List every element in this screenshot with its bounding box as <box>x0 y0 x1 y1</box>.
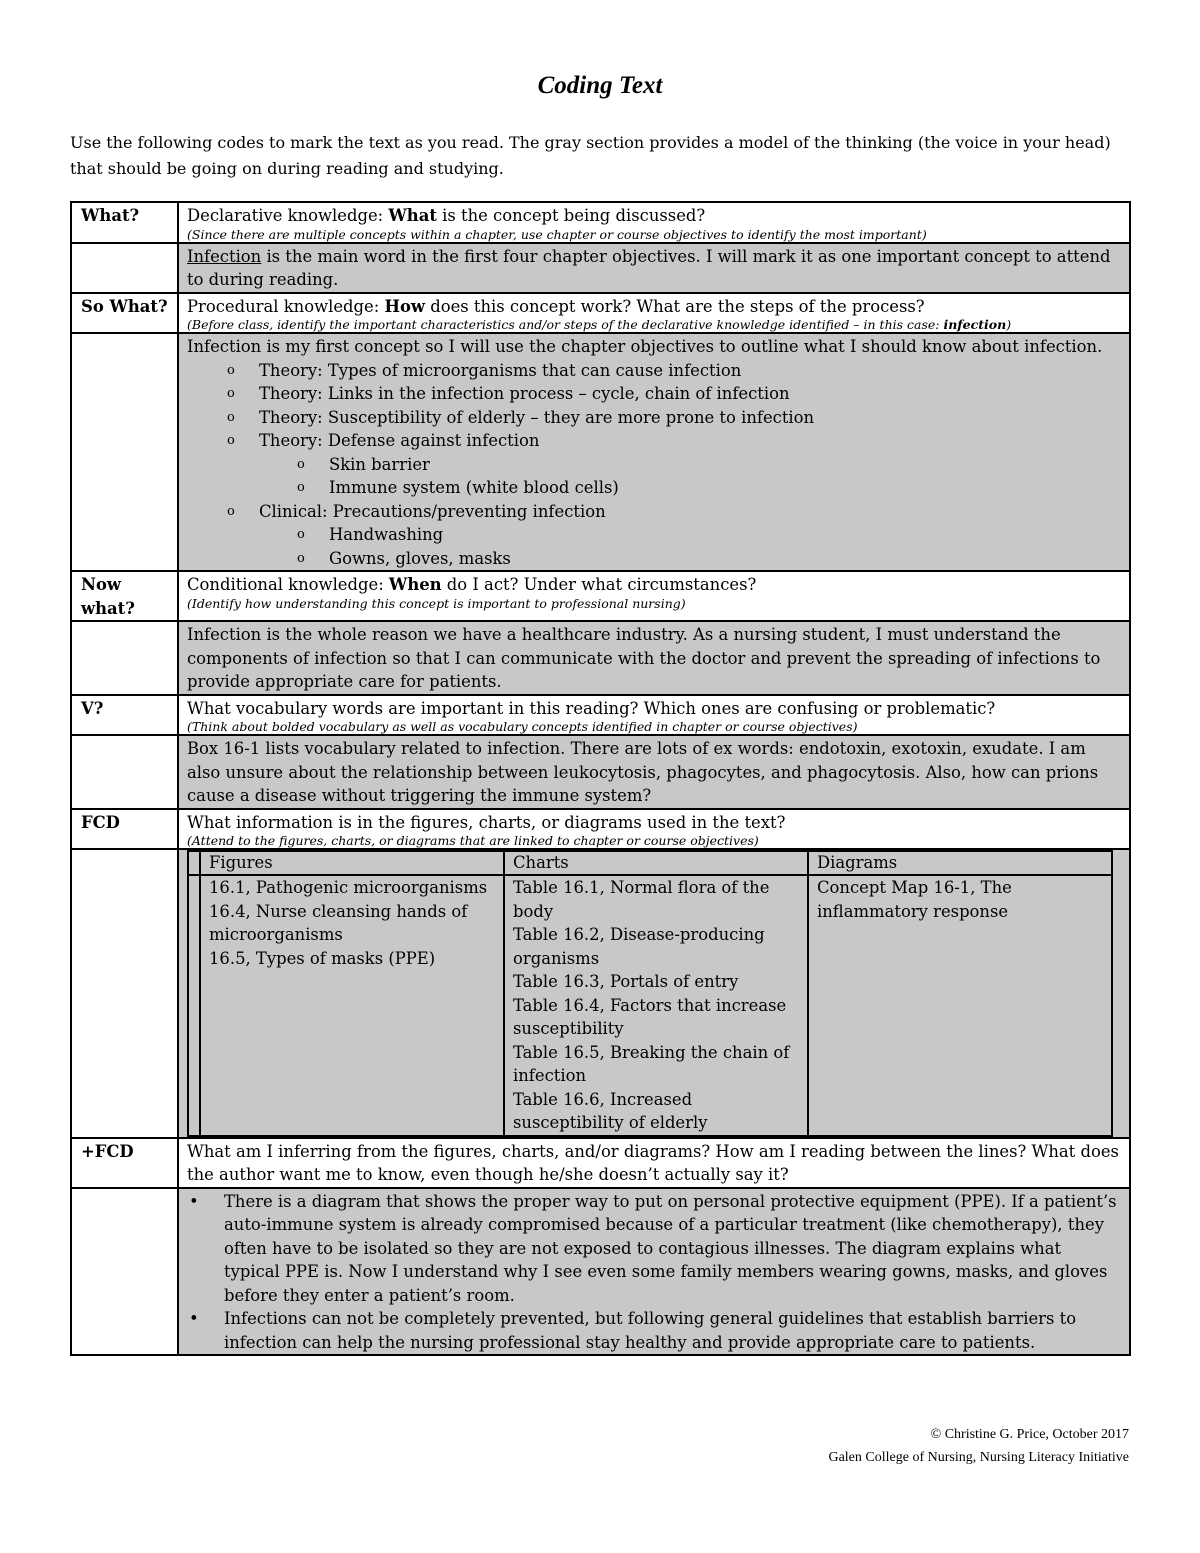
table-row <box>71 695 1130 736</box>
figure-item: 16.4, Nurse cleansing hands of microorganisms <box>209 901 468 944</box>
question-text: Conditional knowledge: <box>187 575 389 594</box>
code-cell: So What? <box>71 293 178 334</box>
list-item: o Clinical: Precautions/preventing infection <box>187 500 1121 524</box>
subtable-spacer <box>188 875 200 1136</box>
question-keyword: When <box>388 575 442 594</box>
table-row <box>71 849 1130 1138</box>
question-cell <box>178 809 1130 850</box>
subtable-body-row <box>188 875 1112 1136</box>
answer-cell: Infection is the whole reason we have a healthcare industry. As a nursing student, I must understand the components of infection so that I can communicate with the doctor and prevent the spreading of infections to provide appropriate care for patients. <box>178 621 1130 695</box>
question-text: Declarative knowledge: <box>187 206 389 225</box>
question-text: Procedural knowledge: <box>187 296 385 316</box>
question-keyword: How <box>384 296 425 316</box>
answer-cell <box>178 849 1130 1138</box>
chart-item: Table 16.6, Increased susceptibility of elderly <box>513 1089 708 1132</box>
figure-item: 16.1, Pathogenic microorganisms <box>209 878 488 897</box>
code-cell-empty <box>71 1188 178 1356</box>
diagram-item: Concept Map 16-1, The inflammatory response <box>817 878 1012 921</box>
question-keyword: What <box>388 206 437 225</box>
question-hint: (Identify how understanding this concept is important to professional nursing) <box>187 595 686 611</box>
page-title: Coding Text <box>537 72 663 99</box>
list-item: o Theory: Defense against infection <box>187 429 1121 453</box>
question-hint <box>187 318 1121 332</box>
outline-list <box>187 500 1121 524</box>
question-text: do I act? Under what circumstances? <box>441 575 757 594</box>
question-hint: (Since there are multiple concepts within a chapter, use chapter or course objectives to identify the most important) <box>187 226 927 242</box>
list-item: o Theory: Links in the infection process – cycle, chain of infection <box>187 382 1121 406</box>
intro-paragraph: Use the following codes to mark the text as you read. The gray section provides a model of the thinking (the voice in your head) that should be going on during reading and studying. <box>70 133 1111 178</box>
subtable-header-row <box>188 851 1112 875</box>
hint-text: ) <box>1006 317 1012 332</box>
answer-cell <box>178 243 1130 293</box>
institution-line: Galen College of Nursing, Nursing Literacy Initiative <box>828 1450 1129 1465</box>
table-row <box>71 243 1130 293</box>
answer-text: is the main word in the first four chapter objectives. I will mark it as one important concept to attend to during reading. <box>187 246 1111 289</box>
question-hint: (Think about bolded vocabulary as well as vocabulary concepts identified in chapter or course objectives) <box>187 719 858 734</box>
question-text: What vocabulary words are important in this reading? Which ones are confusing or problematic? <box>187 698 996 718</box>
code-cell-empty <box>71 735 178 809</box>
list-item: o Skin barrier <box>187 453 1121 477</box>
list-item: • Infections can not be completely prevented, but following general guidelines that establish barriers to infection can help the nursing professional stay healthy and provide appropriate care to patients. <box>187 1307 1121 1354</box>
code-cell: +FCD <box>71 1138 178 1188</box>
charts-cell <box>504 875 808 1136</box>
code-cell-empty <box>71 243 178 293</box>
chart-item: Table 16.2, Disease-producing organisms <box>513 925 765 968</box>
copyright-line: © Christine G. Price, October 2017 <box>930 1427 1129 1442</box>
answer-text: Infection is my first concept so I will use the chapter objectives to outline what I should know about infection. <box>187 337 1103 356</box>
question-cell <box>178 202 1130 243</box>
outline-sublist <box>187 523 1121 570</box>
question-text: What information is in the figures, charts, or diagrams used in the text? <box>187 812 786 832</box>
question-cell <box>178 571 1130 621</box>
question-text: is the concept being discussed? <box>436 206 706 225</box>
table-row <box>71 1188 1130 1356</box>
underlined-term: Infection <box>187 246 262 266</box>
column-header-diagrams: Diagrams <box>808 851 1112 875</box>
outline-sublist <box>187 453 1121 500</box>
table-row <box>71 571 1130 621</box>
list-item: o Gowns, gloves, masks <box>187 547 1121 571</box>
outline-list <box>187 359 1121 453</box>
list-item: o Immune system (white blood cells) <box>187 476 1121 500</box>
code-cell: FCD <box>71 809 178 850</box>
hint-keyword: infection <box>943 317 1007 332</box>
diagrams-cell <box>808 875 1112 1136</box>
fcd-subtable <box>187 850 1113 1137</box>
answer-cell: Box 16-1 lists vocabulary related to infection. There are lots of ex words: endotoxin, exotoxin, exudate. I am also unsure about the relationship between leukocytosis, phagocytes, and phagocytosis. Also, how can prions cause a disease without triggering the immune system? <box>178 735 1130 809</box>
column-header-figures: Figures <box>200 851 504 875</box>
table-row <box>71 333 1130 571</box>
coding-table <box>70 201 1131 1356</box>
chart-item: Table 16.1, Normal flora of the body <box>513 878 770 921</box>
table-row <box>71 1138 1130 1188</box>
subtable-spacer <box>188 851 200 875</box>
list-item: o Theory: Susceptibility of elderly – they are more prone to infection <box>187 406 1121 430</box>
column-header-charts: Charts <box>504 851 808 875</box>
list-item: • There is a diagram that shows the proper way to put on personal protective equipment (PPE). If a patient’s auto-immune system is already compromised because of a particular treatment (like chemotherapy), they often have to be isolated so they are not exposed to contagious illnesses. The diagram explains what typical PPE is. Now I understand why I see even some family members wearing gowns, masks, and gloves before they enter a patient’s room. <box>187 1190 1121 1308</box>
question-hint: (Attend to the figures, charts, or diagrams that are linked to chapter or course objectives) <box>187 833 759 848</box>
question-cell: What am I inferring from the figures, charts, and/or diagrams? How am I reading between the lines? What does the author want me to know, even though he/she doesn’t actually say it? <box>178 1138 1130 1188</box>
answer-cell <box>178 333 1130 571</box>
table-row <box>71 293 1130 334</box>
footer <box>828 1423 1129 1469</box>
chart-item: Table 16.3, Portals of entry <box>513 972 739 991</box>
code-cell-empty <box>71 849 178 1138</box>
answer-cell <box>178 1188 1130 1356</box>
bullet-list <box>187 1190 1121 1355</box>
chart-item: Table 16.4, Factors that increase susceptibility <box>513 995 787 1038</box>
code-cell: What? <box>71 202 178 243</box>
figure-item: 16.5, Types of masks (PPE) <box>209 948 436 968</box>
question-cell <box>178 695 1130 736</box>
figures-cell <box>200 875 504 1136</box>
table-row <box>71 202 1130 243</box>
table-row <box>71 621 1130 695</box>
question-cell <box>178 293 1130 334</box>
code-cell: V? <box>71 695 178 736</box>
table-row <box>71 735 1130 809</box>
code-cell-empty <box>71 333 178 571</box>
list-item: o Handwashing <box>187 523 1121 547</box>
hint-text: (Before class, identify the important characteristics and/or steps of the declarative knowledge identified – in this case: <box>187 317 944 332</box>
table-row <box>71 809 1130 850</box>
chart-item: Table 16.5, Breaking the chain of infection <box>513 1042 790 1085</box>
code-cell: Now what? <box>71 571 178 621</box>
code-cell-empty <box>71 621 178 695</box>
list-item: o Theory: Types of microorganisms that can cause infection <box>187 359 1121 383</box>
question-text: does this concept work? What are the steps of the process? <box>425 296 925 316</box>
